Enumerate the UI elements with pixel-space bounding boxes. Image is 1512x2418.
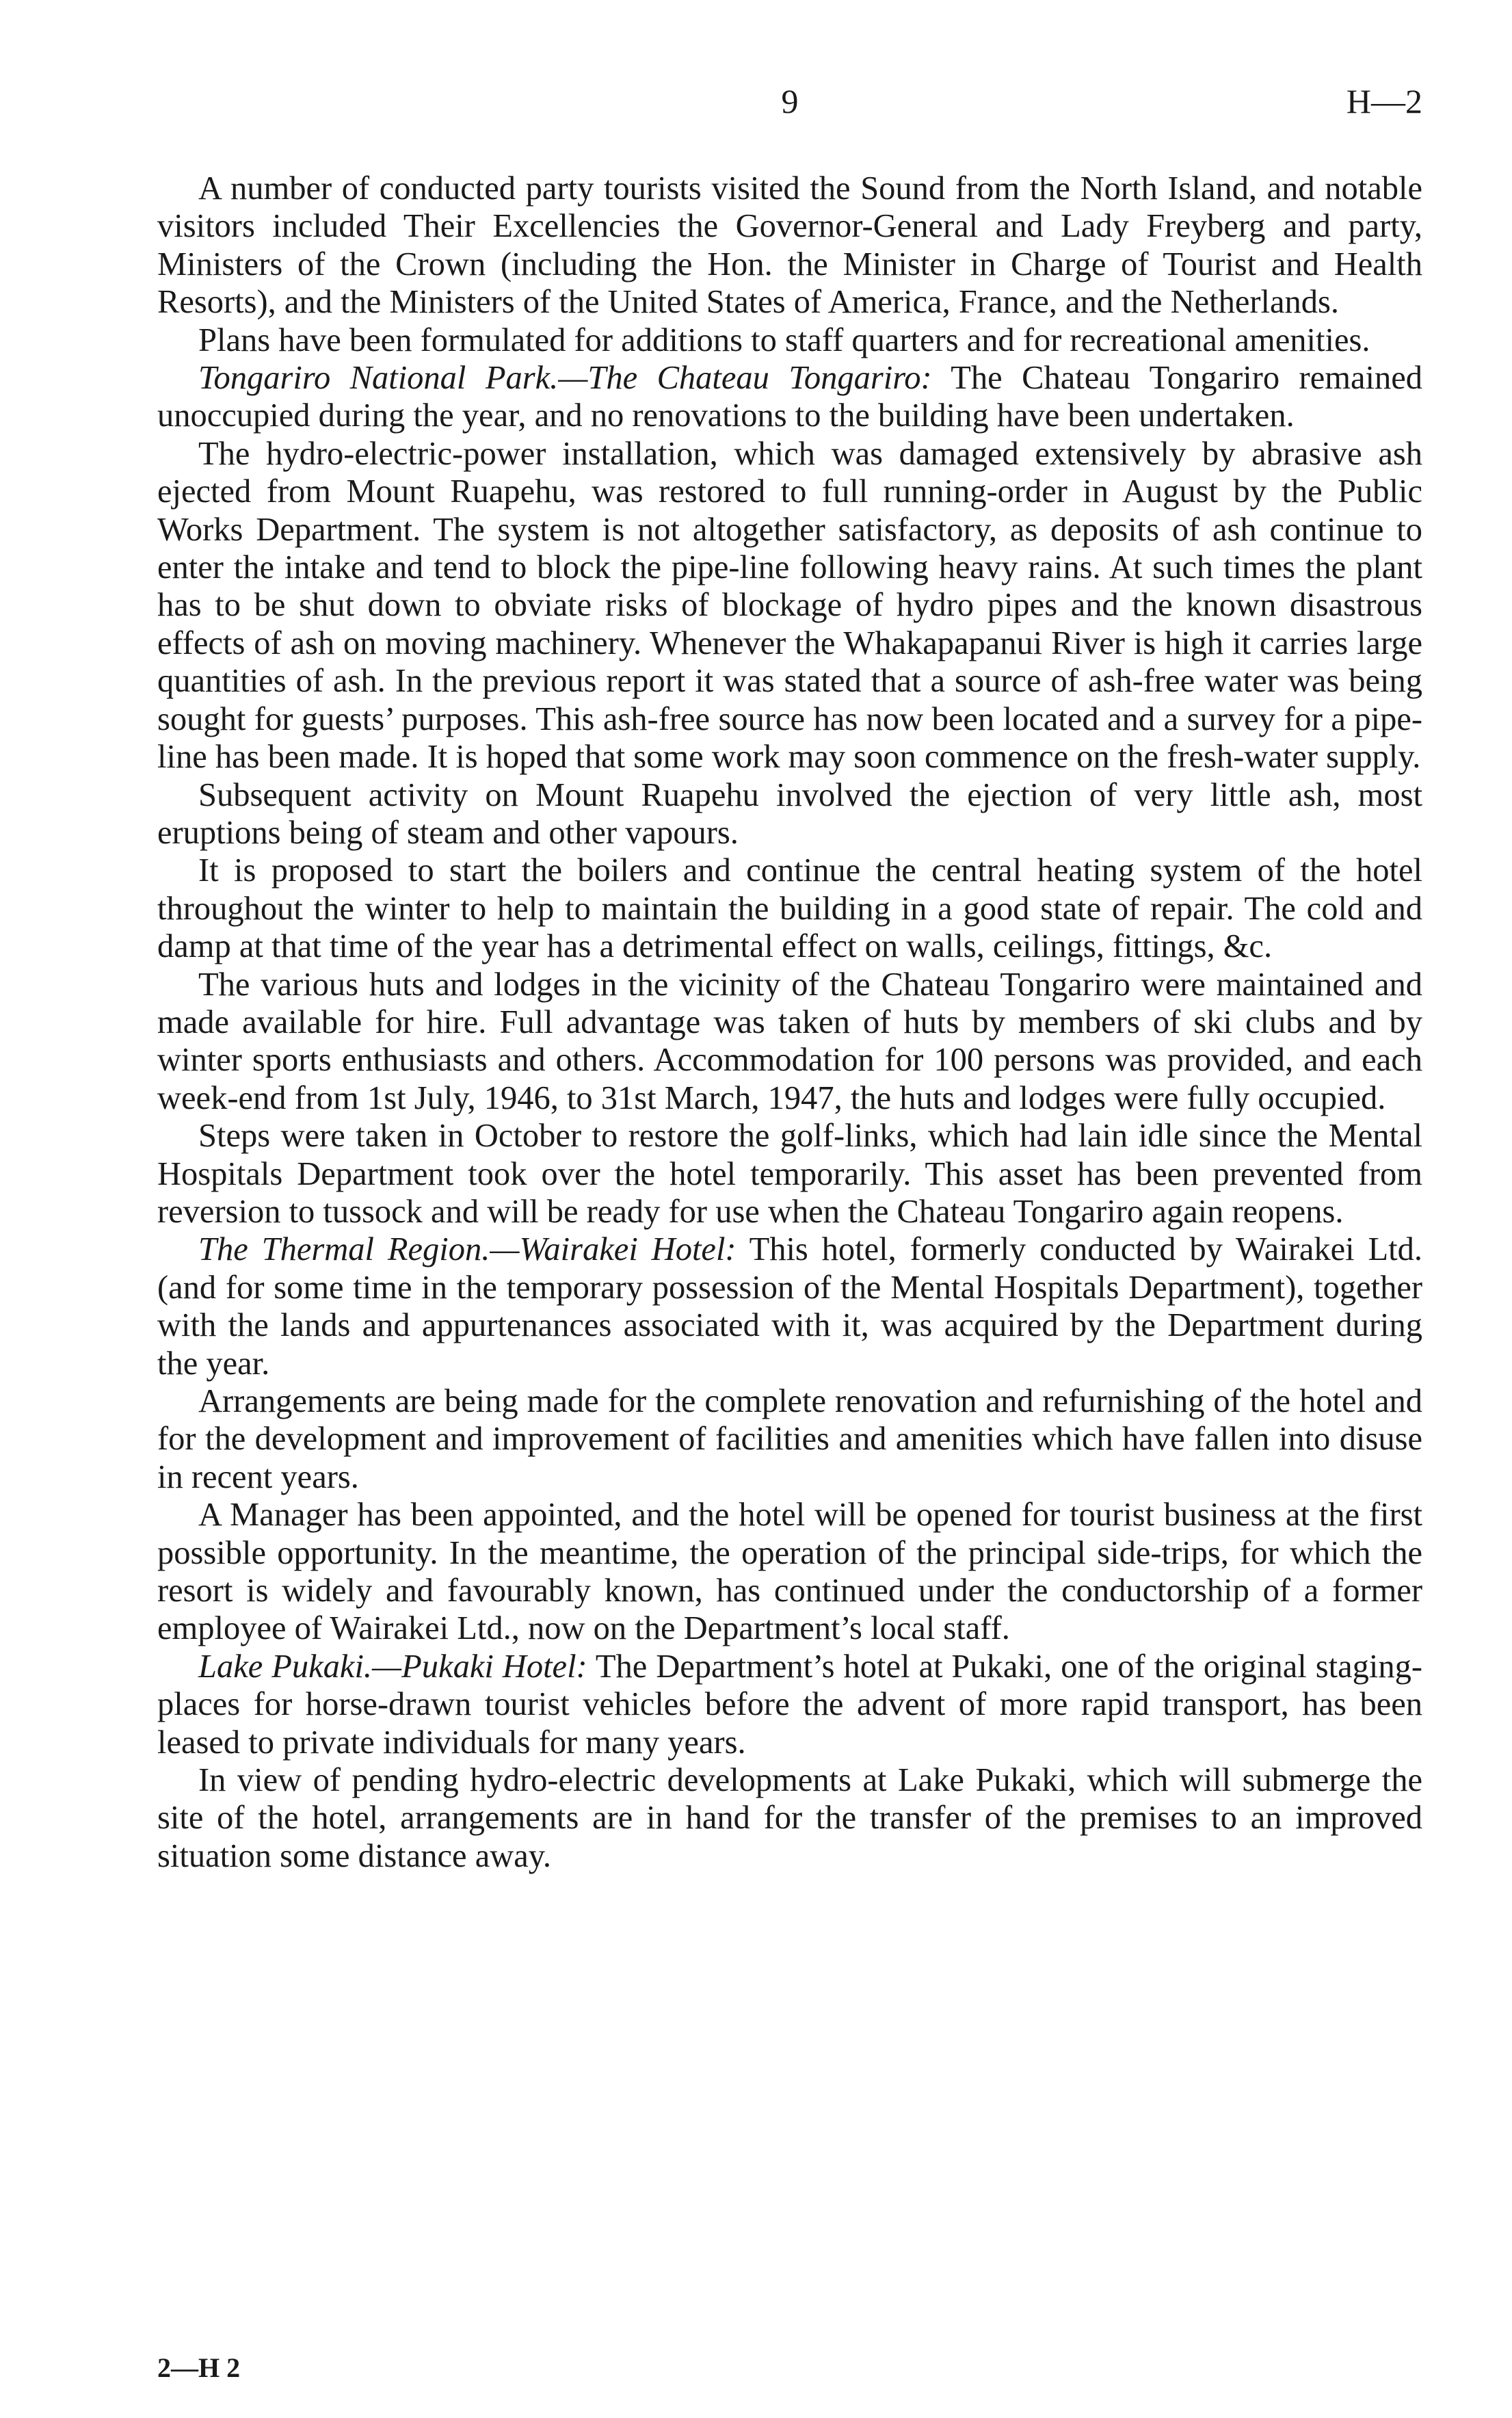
section-heading-thermal-region: The Thermal Region.—Wairakei Hotel: [198, 1231, 737, 1268]
paragraph-transfer: In view of pending hydro-electric developments at Lake Pukaki, which will submerge the site of the hotel, arrangements are in hand for the transfer of the premises to an improved situation some distance away. [157, 1762, 1422, 1874]
body-text [157, 170, 1422, 1875]
paragraph-tongariro: Tongariro National Park.—The Chateau Tongariro: The Chateau Tongariro remained unoccupied during the year, and no renovations to the building have been undertaken. [157, 360, 1422, 434]
paragraph-plans: Plans have been formulated for additions to staff quarters and for recreational amenities. [198, 321, 1370, 358]
paragraph-golf-links: Steps were taken in October to restore the golf-links, which had lain idle since the Mental Hospitals Department took over the hotel temporarily. This asset has been prevented from reversion to tussock and will be ready for use when the Chateau Tongariro again reopens. [157, 1118, 1422, 1230]
paragraph-pukaki: Lake Pukaki.—Pukaki Hotel: The Department’s hotel at Pukaki, one of the original staging-places for horse-drawn tourist vehicles before the advent of more rapid transport, has been leased to private individuals for many years. [157, 1648, 1422, 1761]
page-number: 9 [781, 82, 799, 120]
document-reference: H—2 [1346, 82, 1422, 120]
section-heading-tongariro: Tongariro National Park.—The Chateau Tongariro: [198, 360, 932, 397]
paragraph-manager: A Manager has been appointed, and the hotel will be opened for tourist business at the first possible opportunity. In the meantime, the operation of the principal side-trips, for which the resort is widely and favourably known, has continued under the conductorship of a former employee of Wairakei Ltd., now on the Department’s local staff. [157, 1497, 1422, 1647]
paragraph-hydro-electric: The hydro-electric-power installation, which was damaged extensively by abrasive ash ejected from Mount Ruapehu, was restored to full running-order in August by the Public Works Department. The system is not altogether satisfactory, as deposits of ash continue to enter the intake and tend to block the pipe-line following heavy rains. At such times the plant has to be shut down to obviate risks of blockage of hydro pipes and the known disastrous effects of ash on moving machinery. Whenever the Whakapapanui River is high it carries large quantities of ash. In the previous report it was stated that a source of ash-free water was being sought for guests’ purposes. This ash-free source has now been located and a survey for a pipe-line has been made. It is hoped that some work may soon commence on the fresh-water supply. [157, 435, 1422, 776]
page-header [157, 81, 1422, 135]
paragraph-ruapehu: Subsequent activity on Mount Ruapehu involved the ejection of very little ash, most eruptions being of steam and other vapours. [157, 776, 1422, 851]
paragraph-visitors: A number of conducted party tourists visited the Sound from the North Island, and notable visitors included Their Excellencies the Governor-General and Lady Freyberg and party, Ministers of the Crown (including the Hon. the Minister in Charge of Tourist and Health Resorts), and the Ministers of the United States of America, France, and the Netherlands. [157, 170, 1422, 321]
paragraph-huts: The various huts and lodges in the vicinity of the Chateau Tongariro were maintained and made available for hire. Full advantage was taken of huts by members of ski clubs and by winter sports enthusiasts and others. Accommodation for 100 persons was provided, and each week-end from 1st July, 1946, to 31st March, 1947, the huts and lodges were fully occupied. [157, 966, 1422, 1116]
paragraph-boilers: It is proposed to start the boilers and continue the central heating system of the hotel throughout the winter to help to maintain the building in a good state of repair. The cold and damp at that time of the year has a detrimental effect on walls, ceilings, fittings, &c. [157, 852, 1422, 965]
section-heading-pukaki: Lake Pukaki.—Pukaki Hotel: [198, 1648, 587, 1685]
paragraph-renovation: Arrangements are being made for the complete renovation and refurnishing of the hotel and for the development and improvement of facilities and amenities which have fallen into disuse in recent years. [157, 1383, 1422, 1495]
paragraph-wairakei: The Thermal Region.—Wairakei Hotel: This hotel, formerly conducted by Wairakei Ltd. (and for some time in the temporary possession of the Mental Hospitals Department), together with the lands and appurtenances associated with it, was acquired by the Department during the year. [157, 1231, 1422, 1382]
signature-reference: 2—H 2 [157, 2352, 241, 2383]
